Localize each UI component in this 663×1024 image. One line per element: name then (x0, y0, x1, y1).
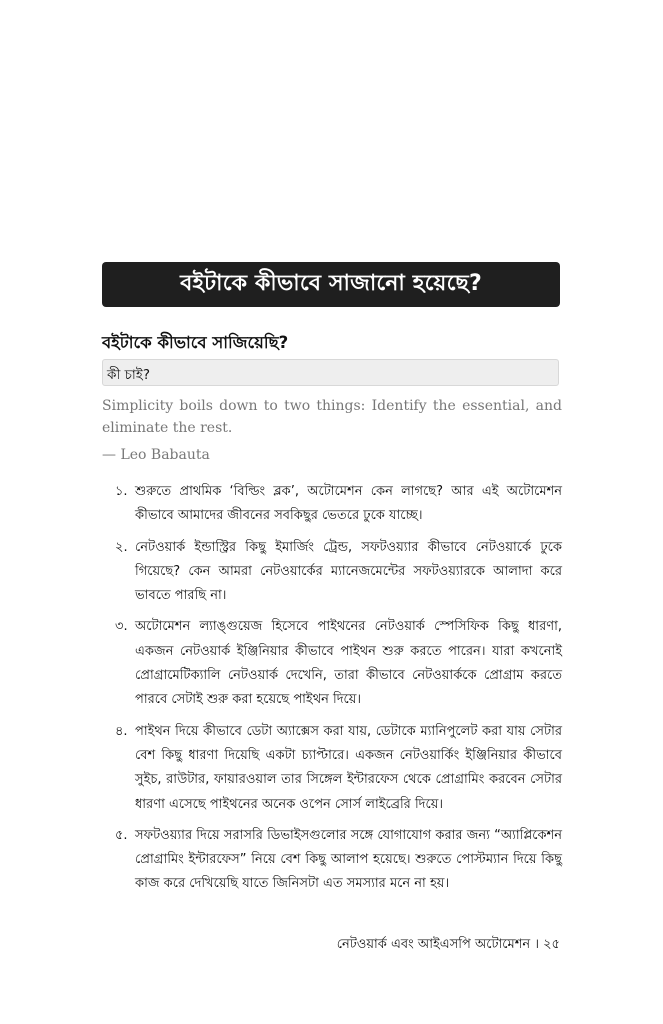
chapter-title: বইটাকে কীভাবে সাজানো হয়েছে? (180, 271, 482, 296)
list-item (102, 824, 562, 897)
list-item-number: ১. (115, 484, 128, 499)
list-item (102, 615, 562, 712)
quote-box (102, 359, 559, 386)
list-item-text: পাইথন দিয়ে কীভাবে ডেটা অ্যাক্সেস করা যায়, ডেটাকে ম্যানিপুলেট করা যায় সেটার বেশ কিছু ধারণা দিয়েছি একটা চ্যাপ্টারে। একজন নেটওয়ার্কিং ইঞ্জিনিয়ার কীভাবে সুইচ, রাউটার, ফায়ারওয়াল তার সিঙ্গেল ইন্টারফেস থেকে প্রোগ্রামিং করবেন সেটার ধারণা এসেছে পাইথনের অনেক ওপেন সোর্স লাইব্রেরি দিয়ে। (135, 723, 562, 812)
list-item-text: শুরুতে প্রাথমিক ‘বিল্ডিং ব্লক’, অটোমেশন কেন লাগছে? আর এই অটোমেশন কীভাবে আমাদের জীবনের সবকিছুর ভেতরে ঢুকে যাচ্ছে। (135, 484, 562, 524)
quote-box-label: কী চাই? (107, 367, 150, 383)
list-item-number: ৩. (115, 619, 128, 635)
list-item-number: ৪. (115, 723, 128, 739)
chapter-title-banner (102, 262, 560, 307)
list-item (102, 536, 562, 609)
epigraph-quote: Simplicity boils down to two things: Identify the essential, and eliminate the rest. (102, 398, 562, 436)
list-item-number: ৫. (115, 827, 128, 843)
section-heading: বইটাকে কীভাবে সাজিয়েছি? (102, 333, 289, 352)
page-footer: নেটওয়ার্ক এবং আইএসপি অটোমেশন । ২৫ (336, 937, 560, 952)
list-item-number: ২. (115, 539, 128, 555)
chapter-outline-list (102, 480, 562, 904)
list-item-text: সফটওয়্যার দিয়ে সরাসরি ডিভাইসগুলোর সঙ্গে যোগাযোগ করার জন্য “অ্যাপ্লিকেশন প্রোগ্রামিং ইন্টারফেস” নিয়ে বেশ কিছু আলাপ হয়েছে। শুরুতে পোস্টম্যান দিয়ে কিছু কাজ করে দেখিয়েছি যাতে জিনিসটা এত সমস্যার মনে না হয়। (135, 827, 562, 892)
list-item (102, 720, 562, 817)
list-item-text: নেটওয়ার্ক ইন্ডাস্ট্রির কিছু ইমার্জিং ট্রেন্ড, সফটওয়্যার কীভাবে নেটওয়ার্কে ঢুকে গিয়েছে? কেন আমরা নেটওয়ার্কের ম্যানেজমেন্টের সফটওয়্যারকে আলাদা করে ভাবতে পারছি না। (135, 539, 562, 604)
epigraph-author: — Leo Babauta (102, 447, 210, 463)
list-item (102, 480, 562, 529)
list-item-text: অটোমেশন ল্যাঙ্গুয়েজ হিসেবে পাইথনের নেটওয়ার্ক স্পেসিফিক কিছু ধারণা, একজন নেটওয়ার্ক ইঞ্জিনিয়ার কীভাবে পাইথন শুরু করতে পারেন। যারা কখনোই প্রোগ্রামেটিক্যালি নেটওয়ার্ক দেখেনি, তারা কীভাবে নেটওয়ার্ককে প্রোগ্রাম করতে পারবে সেটাই শুরু করা হয়েছে পাইথন দিয়ে। (135, 619, 562, 708)
